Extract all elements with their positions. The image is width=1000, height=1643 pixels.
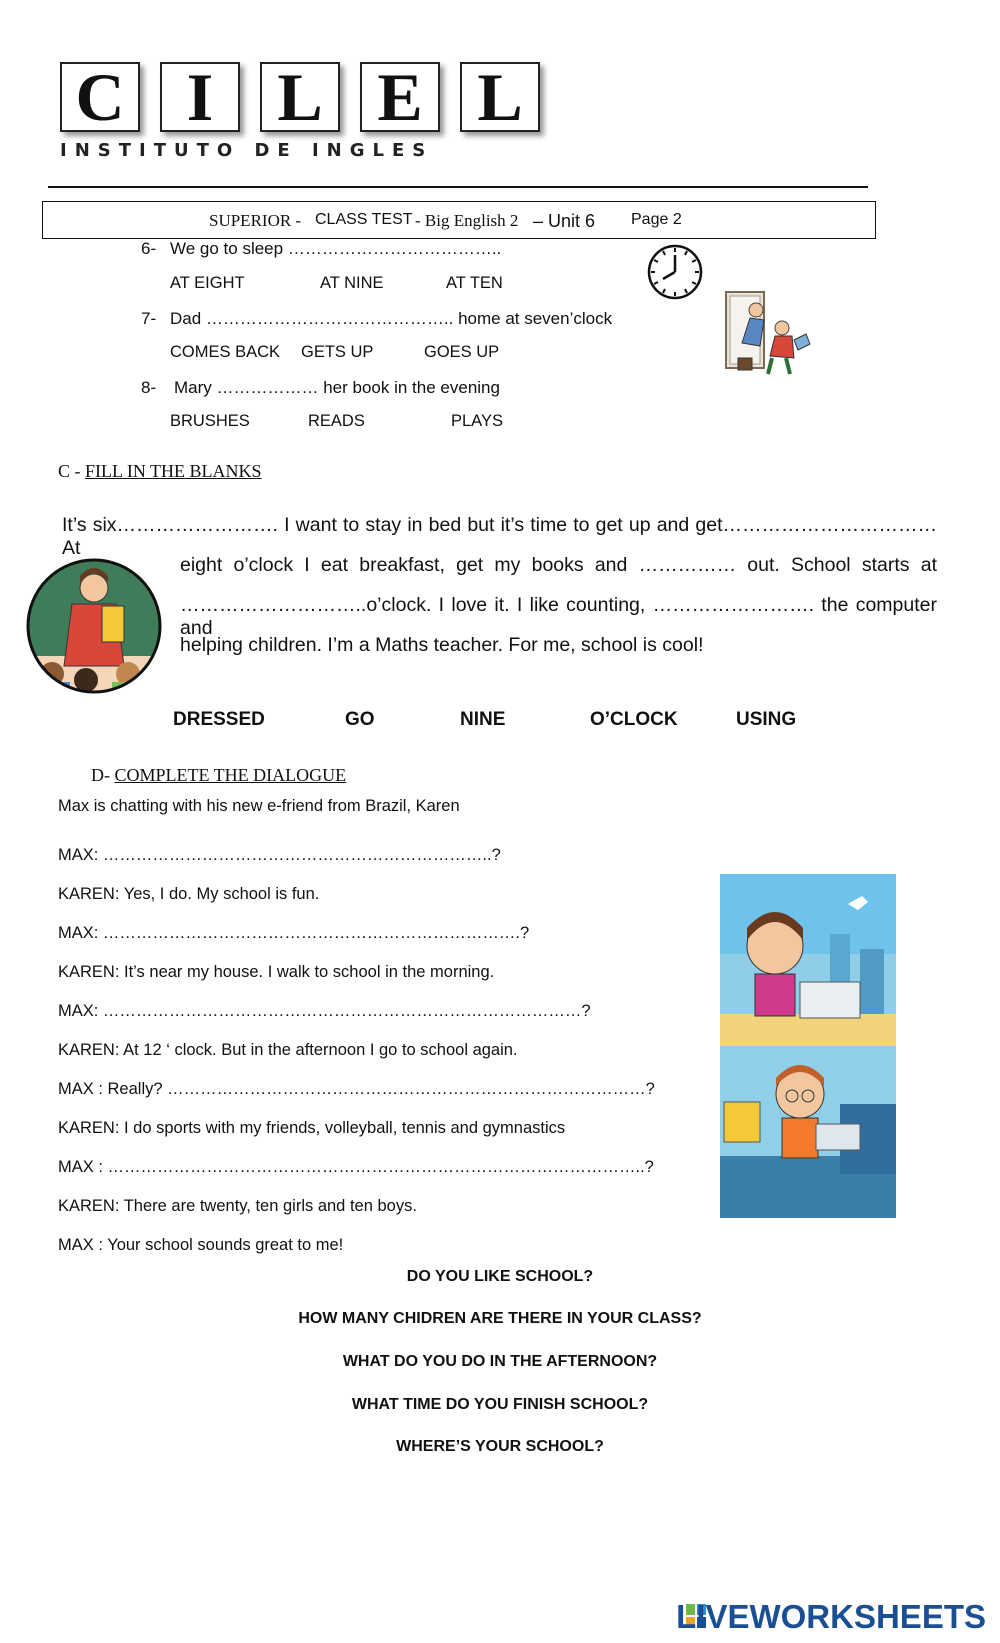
dialogue-line: KAREN: I do sports with my friends, volleyball, tennis and gymnastics xyxy=(58,1119,566,1137)
logo-letter: L xyxy=(460,62,540,132)
answer-option[interactable]: WHAT DO YOU DO IN THE AFTERNOON? xyxy=(342,1353,658,1370)
dialogue-line: KAREN: It’s near my house. I walk to school in the morning. xyxy=(58,963,495,981)
dad-coming-home-illustration xyxy=(720,288,820,383)
paragraph-line: helping children. I’m a Maths teacher. For me, school is cool! xyxy=(180,634,704,656)
word-bank-item[interactable]: USING xyxy=(736,709,797,730)
question-text: Mary ……………… her book in the evening xyxy=(174,378,500,397)
question-text: Dad …………………………………….. home at seven’clock xyxy=(170,309,613,328)
dialogue-line: KAREN: Yes, I do. My school is fun. xyxy=(58,885,320,903)
option[interactable]: AT EIGHT xyxy=(170,274,245,292)
section-d-heading xyxy=(91,765,346,786)
logo-subtitle: INSTITUTO DE INGLES xyxy=(60,140,434,161)
dialogue-line: KAREN: At 12 ‘ clock. But in the afternoon I go to school again. xyxy=(58,1041,518,1059)
dialogue-line: MAX : Your school sounds great to me! xyxy=(58,1236,344,1254)
section-prefix: C - xyxy=(58,461,85,481)
logo-letter: C xyxy=(60,62,140,132)
word-bank-item[interactable]: O’CLOCK xyxy=(590,709,678,730)
dialogue-line: MAX : Really? ……………………………………………………………………………? xyxy=(58,1080,655,1098)
header-page: Page 2 xyxy=(631,211,682,228)
option[interactable]: GOES UP xyxy=(424,343,500,361)
option[interactable]: AT NINE xyxy=(320,274,384,292)
divider xyxy=(48,186,868,188)
paragraph-line: eight o’clock I eat breakfast, get my books and …………… out. School starts at xyxy=(180,554,937,576)
option[interactable]: PLAYS xyxy=(451,412,503,430)
logo-letter: I xyxy=(160,62,240,132)
logo-letter: E xyxy=(360,62,440,132)
paragraph-line: It’s six……………………. I want to stay in bed but it’s time to get up and get…………………………… At xyxy=(62,514,937,559)
option[interactable]: COMES BACK xyxy=(170,343,281,361)
dialogue-intro: Max is chatting with his new e-friend from Brazil, Karen xyxy=(58,797,460,815)
option[interactable]: GETS UP xyxy=(301,343,374,361)
answer-option[interactable]: WHERE’S YOUR SCHOOL? xyxy=(396,1438,604,1455)
word-bank-item[interactable]: NINE xyxy=(460,709,506,730)
question-text: We go to sleep ……………………………….. xyxy=(170,239,502,258)
dialogue-line: MAX: ……………………………………………………………..? xyxy=(58,846,501,864)
header-book: - Big English 2 xyxy=(415,211,519,230)
answer-option[interactable]: WHAT TIME DO YOU FINISH SCHOOL? xyxy=(351,1396,649,1413)
question-number: 8- xyxy=(141,378,157,397)
section-title: COMPLETE THE DIALOGUE xyxy=(114,765,347,785)
kids-chatting-illustration xyxy=(720,874,896,1223)
section-prefix: D- xyxy=(91,765,115,785)
section-c-heading xyxy=(58,461,262,482)
teacher-illustration xyxy=(24,556,164,701)
clock-icon xyxy=(646,243,704,306)
answer-option[interactable]: DO YOU LIKE SCHOOL? xyxy=(406,1268,594,1285)
word-bank-item[interactable]: GO xyxy=(345,709,375,730)
word-bank-item[interactable]: DRESSED xyxy=(173,709,265,730)
liveworksheets-brand[interactable]: LIVEWORKSHEETS xyxy=(676,1598,986,1635)
dialogue-line: KAREN: There are twenty, ten girls and ten boys. xyxy=(58,1197,417,1215)
option[interactable]: READS xyxy=(308,412,365,430)
logo-letter: L xyxy=(260,62,340,132)
dialogue-line: MAX: ……………………………………………………………………………? xyxy=(58,1002,591,1020)
section-title: FILL IN THE BLANKS xyxy=(85,461,262,481)
header-level: SUPERIOR - xyxy=(209,211,302,230)
answer-option[interactable]: HOW MANY CHIDREN ARE THERE IN YOUR CLASS? xyxy=(298,1310,702,1327)
question-number: 7- xyxy=(141,309,157,328)
header-test: CLASS TEST xyxy=(315,211,413,228)
option[interactable]: BRUSHES xyxy=(170,412,250,430)
dialogue-line: MAX: ………………………………………………………………….? xyxy=(58,924,530,942)
header-unit: – Unit 6 xyxy=(533,211,596,231)
test-header xyxy=(42,201,876,239)
paragraph-line: ………………………..o’clock. I love it. I like counting, ……………………. the computer and xyxy=(180,594,937,639)
question-number: 6- xyxy=(141,239,157,258)
option[interactable]: AT TEN xyxy=(446,274,503,292)
dialogue-line: MAX : ……………………………………………………………………………………..? xyxy=(58,1158,654,1176)
